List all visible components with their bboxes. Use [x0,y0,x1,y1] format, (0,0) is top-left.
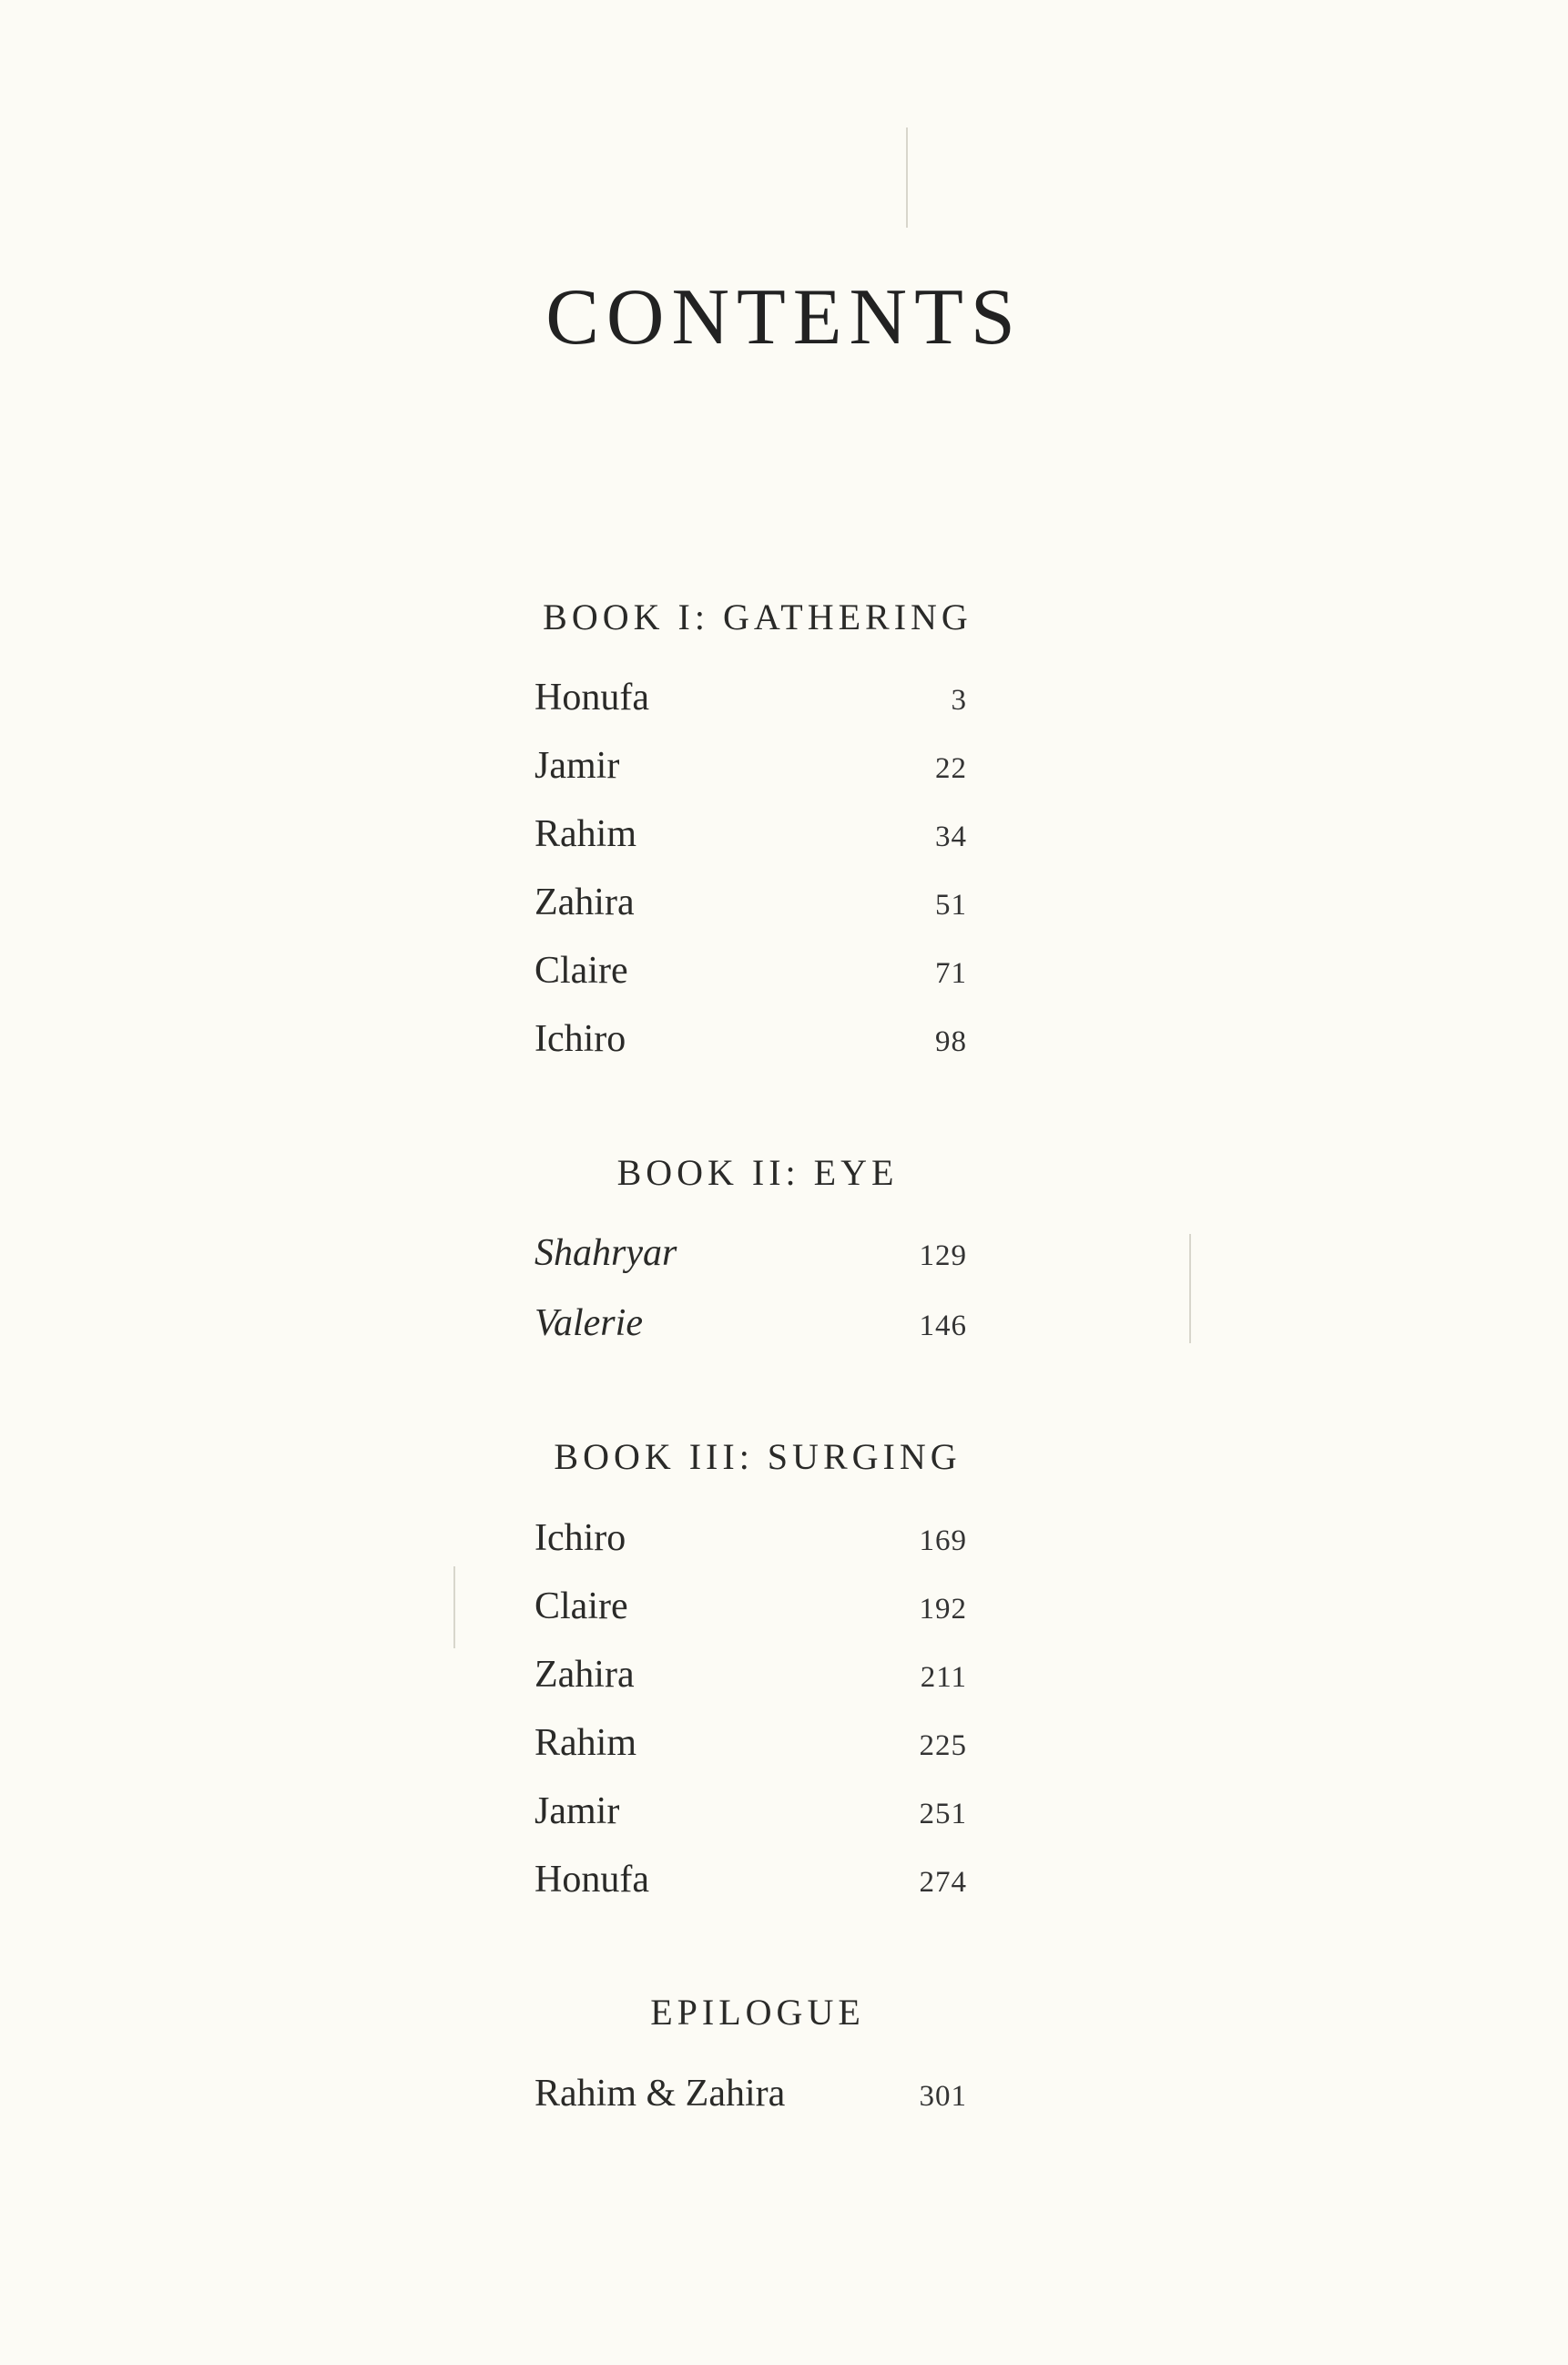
toc-entry[interactable] [535,815,981,866]
entry-title: Valerie [535,1302,643,1344]
entry-page-number: 3 [951,684,967,717]
entry-title: Rahim [535,813,636,855]
entry-page-number: 301 [919,2080,967,2113]
toc-entry[interactable] [535,883,981,934]
toc-entry[interactable] [535,1587,981,1638]
toc-entry[interactable] [535,952,981,1003]
section-heading-book-3: BOOK III: SURGING [554,1436,962,1477]
toc-entry[interactable] [535,2074,981,2125]
entry-page-number: 211 [920,1661,967,1694]
entry-page-number: 98 [935,1025,967,1058]
entry-page-number: 274 [919,1866,967,1899]
entry-title: Claire [535,950,628,992]
toc-entry[interactable] [535,1304,981,1355]
scan-mark [453,1566,455,1648]
entry-page-number: 169 [919,1524,967,1557]
toc-entry[interactable] [535,1860,981,1911]
entry-title: Jamir [535,1790,620,1832]
entry-title: Zahira [535,882,635,923]
scan-mark [1189,1234,1191,1343]
entry-title: Honufa [535,1859,649,1901]
toc-entry[interactable] [535,1519,981,1570]
toc-entry[interactable] [535,1792,981,1843]
entry-title: Zahira [535,1654,635,1696]
entry-page-number: 34 [935,821,967,853]
entry-page-number: 192 [919,1593,967,1626]
entry-title: Rahim [535,1722,636,1764]
page-title: CONTENTS [545,273,1023,362]
entry-title: Honufa [535,677,649,719]
entry-page-number: 146 [919,1310,967,1342]
section-heading-book-2: BOOK II: EYE [616,1152,899,1193]
toc-entry[interactable] [535,678,981,729]
toc-entry[interactable] [535,1234,981,1285]
toc-entry[interactable] [535,747,981,798]
toc-entry[interactable] [535,1020,981,1071]
section-heading-epilogue: EPILOGUE [650,1992,865,2033]
entry-title: Ichiro [535,1018,626,1060]
entry-page-number: 51 [935,889,967,922]
entry-page-number: 129 [919,1239,967,1272]
entry-page-number: 22 [935,752,967,785]
entry-page-number: 251 [919,1798,967,1830]
toc-entry[interactable] [535,1656,981,1707]
entry-title: Rahim & Zahira [535,2073,786,2115]
entry-title: Jamir [535,745,620,787]
entry-page-number: 225 [919,1729,967,1762]
entry-page-number: 71 [935,957,967,990]
toc-entry[interactable] [535,1724,981,1775]
entry-title: Shahryar [535,1232,677,1274]
section-heading-book-1: BOOK I: GATHERING [543,596,972,637]
entry-title: Claire [535,1585,628,1627]
entry-title: Ichiro [535,1517,626,1559]
scan-mark [906,127,908,228]
